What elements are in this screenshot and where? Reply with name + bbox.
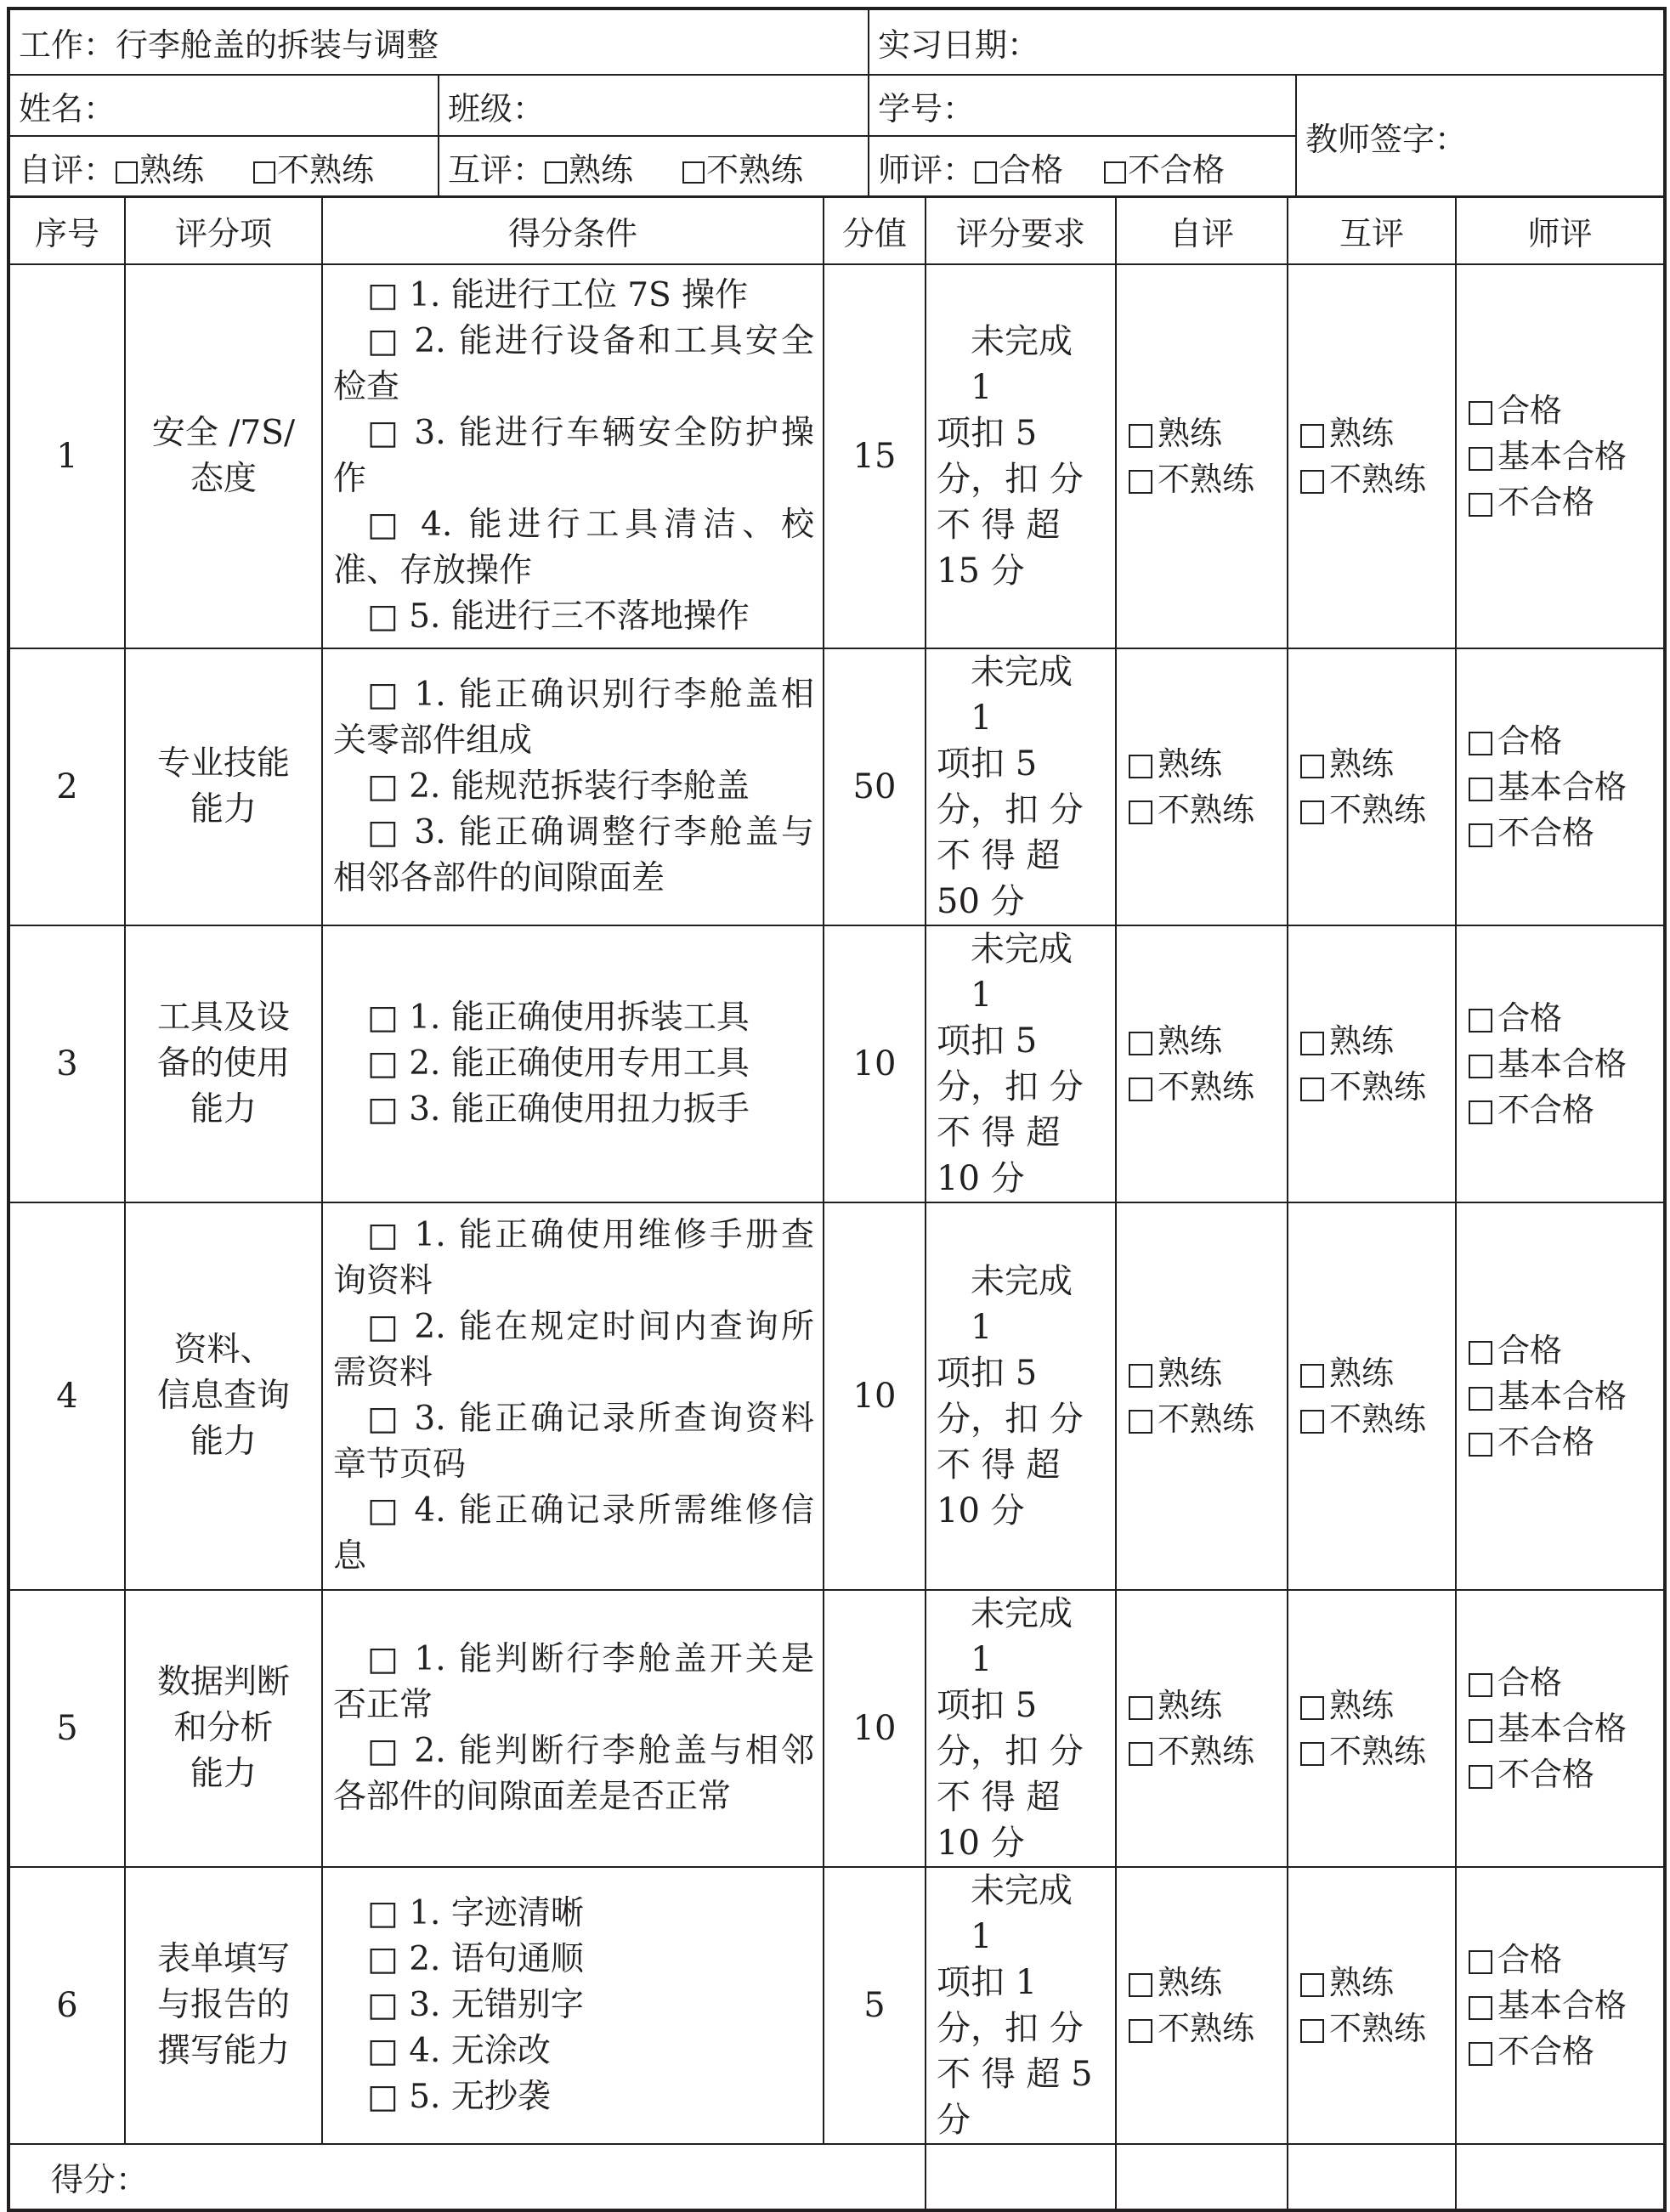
checkbox-icon[interactable] bbox=[1129, 1364, 1152, 1388]
fail-option[interactable]: 不合格 bbox=[1469, 1419, 1663, 1465]
checkbox-icon[interactable] bbox=[1129, 470, 1152, 494]
score-value: 10 bbox=[824, 1202, 926, 1590]
checkbox-icon[interactable] bbox=[1300, 1032, 1324, 1055]
skilled-option[interactable]: 熟练 bbox=[1129, 1018, 1287, 1064]
score-conditions bbox=[322, 925, 824, 1202]
checkbox-icon[interactable] bbox=[1300, 1078, 1324, 1101]
checkbox-icon[interactable] bbox=[1469, 1996, 1492, 2020]
checkbox-icon[interactable] bbox=[116, 161, 138, 184]
checkbox-icon[interactable] bbox=[1129, 1742, 1152, 1766]
skilled-option[interactable]: 熟练 bbox=[1129, 1683, 1287, 1728]
self-eval-options bbox=[1116, 1202, 1288, 1590]
score-value: 50 bbox=[824, 648, 926, 925]
unskilled-option[interactable]: 不熟练 bbox=[1129, 787, 1287, 833]
checkbox-icon[interactable] bbox=[1469, 1433, 1492, 1457]
peer-eval-skilled-option[interactable]: 熟练 bbox=[545, 144, 633, 190]
pass-option[interactable]: 合格 bbox=[1469, 1937, 1663, 1983]
condition-item[interactable]: □ 3. 能进行车辆安全防护操作 bbox=[333, 414, 814, 498]
fail-option[interactable]: 不合格 bbox=[1469, 479, 1663, 525]
table-header-row bbox=[8, 196, 1665, 264]
self-eval-cell bbox=[8, 136, 439, 197]
row-number: 2 bbox=[8, 648, 125, 925]
condition-item[interactable]: □ 3. 能正确使用扭力扳手 bbox=[367, 1090, 750, 1129]
checkbox-icon[interactable] bbox=[1469, 401, 1492, 425]
skilled-option[interactable]: 熟练 bbox=[1300, 1960, 1455, 2006]
self-eval-options bbox=[1116, 648, 1288, 925]
pass-option[interactable]: 合格 bbox=[1469, 718, 1663, 764]
name-label: 姓名： bbox=[19, 89, 116, 127]
checkbox-icon[interactable] bbox=[545, 161, 567, 184]
checkbox-icon[interactable] bbox=[1129, 2019, 1152, 2043]
teacher-eval-cell bbox=[869, 136, 1296, 197]
unskilled-option[interactable]: 不熟练 bbox=[1300, 1396, 1455, 1442]
scoring-item: 安全 /7S/ 态度 bbox=[125, 264, 322, 648]
condition-item[interactable]: □ 2. 语句通顺 bbox=[367, 1940, 584, 1978]
checkbox-icon[interactable] bbox=[1129, 1078, 1152, 1101]
peer-eval-options bbox=[1288, 1590, 1456, 1867]
checkbox-icon[interactable] bbox=[1469, 1055, 1492, 1078]
task-label: 工作： bbox=[19, 26, 116, 64]
total-score-requirement-cell bbox=[926, 2144, 1116, 2210]
basic-pass-option[interactable]: 基本合格 bbox=[1469, 1983, 1663, 2028]
skilled-option[interactable]: 熟练 bbox=[1300, 1350, 1455, 1396]
task-cell bbox=[8, 8, 869, 75]
pass-option[interactable]: 合格 bbox=[1469, 1327, 1663, 1373]
score-conditions bbox=[322, 1590, 824, 1867]
peer-eval-unskilled-option[interactable]: 不熟练 bbox=[682, 144, 803, 190]
condition-item[interactable]: □ 2. 能在规定时间内查询所需资料 bbox=[333, 1308, 814, 1392]
unskilled-option[interactable]: 不熟练 bbox=[1300, 456, 1455, 502]
col-header-conditions: 得分条件 bbox=[322, 196, 824, 264]
teacher-eval-fail-option[interactable]: 不合格 bbox=[1104, 144, 1225, 190]
unskilled-option[interactable]: 不熟练 bbox=[1129, 2006, 1287, 2051]
checkbox-icon[interactable] bbox=[975, 161, 997, 184]
checkbox-icon[interactable] bbox=[1469, 447, 1492, 471]
checkbox-icon[interactable] bbox=[1129, 1973, 1152, 1997]
scoring-item: 资料、 信息查询 能力 bbox=[125, 1202, 322, 1590]
checkbox-icon[interactable] bbox=[1300, 755, 1324, 778]
total-score-label: 得分： bbox=[8, 2144, 926, 2210]
skilled-option[interactable]: 熟练 bbox=[1300, 1683, 1455, 1728]
row-number: 3 bbox=[8, 925, 125, 1202]
header-table bbox=[7, 7, 1667, 198]
score-value: 15 bbox=[824, 264, 926, 648]
fail-option[interactable]: 不合格 bbox=[1469, 2028, 1663, 2074]
unskilled-option[interactable]: 不熟练 bbox=[1300, 2006, 1455, 2051]
condition-item[interactable]: □ 1. 能正确使用拆装工具 bbox=[367, 999, 750, 1037]
scoring-item: 工具及设 备的使用 能力 bbox=[125, 925, 322, 1202]
checkbox-icon[interactable] bbox=[1469, 732, 1492, 755]
basic-pass-option[interactable]: 基本合格 bbox=[1469, 433, 1663, 479]
checkbox-icon[interactable] bbox=[1300, 1973, 1324, 1997]
name-cell[interactable] bbox=[8, 75, 439, 136]
checkbox-icon[interactable] bbox=[1469, 778, 1492, 801]
peer-eval-options bbox=[1288, 1202, 1456, 1590]
score-requirement: 未完成 1 项扣 5 分，扣 分 不 得 超 50 分 bbox=[926, 648, 1116, 925]
checkbox-icon[interactable] bbox=[1300, 801, 1324, 824]
pass-option[interactable]: 合格 bbox=[1469, 388, 1663, 433]
unskilled-option[interactable]: 不熟练 bbox=[1129, 1396, 1287, 1442]
checkbox-icon[interactable] bbox=[1104, 161, 1126, 184]
teacher-eval-options bbox=[1456, 1590, 1665, 1867]
scoring-item: 表单填写 与报告的 撰写能力 bbox=[125, 1867, 322, 2144]
class-label: 班级： bbox=[448, 89, 546, 127]
self-eval-skilled-option[interactable]: 熟练 bbox=[116, 144, 204, 190]
condition-item[interactable]: □ 2. 能规范拆装行李舱盖 bbox=[367, 767, 750, 806]
checkbox-icon[interactable] bbox=[1300, 424, 1324, 448]
teacher-eval-options bbox=[1456, 264, 1665, 648]
row-number: 6 bbox=[8, 1867, 125, 2144]
skilled-option[interactable]: 熟练 bbox=[1129, 1960, 1287, 2006]
self-eval-options bbox=[1116, 1590, 1288, 1867]
fail-option[interactable]: 不合格 bbox=[1469, 1087, 1663, 1133]
checkbox-icon[interactable] bbox=[1469, 1719, 1492, 1743]
date-label: 实习日期： bbox=[878, 26, 1040, 64]
teacher-sign-label: 教师签字： bbox=[1305, 120, 1468, 158]
condition-item[interactable]: □ 3. 能正确调整行李舱盖与相邻各部件的间隙面差 bbox=[333, 813, 814, 897]
scoring-table bbox=[7, 195, 1667, 2212]
score-requirement: 未完成 1 项扣 5 分，扣 分 不 得 超 10 分 bbox=[926, 925, 1116, 1202]
checkbox-icon[interactable] bbox=[1129, 1410, 1152, 1434]
condition-item[interactable]: □ 4. 无涂改 bbox=[367, 2032, 551, 2070]
col-header-peer-eval: 互评 bbox=[1288, 196, 1456, 264]
checkbox-icon[interactable] bbox=[1469, 1673, 1492, 1697]
score-conditions bbox=[322, 1867, 824, 2144]
checkbox-icon[interactable] bbox=[682, 161, 705, 184]
condition-item[interactable]: □ 2. 能正确使用专用工具 bbox=[367, 1044, 750, 1083]
row-number: 5 bbox=[8, 1590, 125, 1867]
condition-item[interactable]: □ 1. 能正确使用维修手册查询资料 bbox=[333, 1216, 814, 1300]
skilled-option[interactable]: 熟练 bbox=[1300, 741, 1455, 787]
class-cell[interactable] bbox=[439, 75, 869, 136]
condition-item[interactable]: □ 5. 无抄袭 bbox=[367, 2078, 551, 2116]
checkbox-icon[interactable] bbox=[1300, 1696, 1324, 1720]
checkbox-icon[interactable] bbox=[1469, 2042, 1492, 2066]
condition-item[interactable]: □ 3. 无错别字 bbox=[367, 1986, 584, 2024]
skilled-option[interactable]: 熟练 bbox=[1300, 1018, 1455, 1064]
score-value: 10 bbox=[824, 925, 926, 1202]
checkbox-icon[interactable] bbox=[1129, 755, 1152, 778]
row-number: 4 bbox=[8, 1202, 125, 1590]
basic-pass-option[interactable]: 基本合格 bbox=[1469, 1041, 1663, 1087]
pass-option[interactable]: 合格 bbox=[1469, 995, 1663, 1041]
col-header-self-eval: 自评 bbox=[1116, 196, 1288, 264]
row-number: 1 bbox=[8, 264, 125, 648]
self-eval-options bbox=[1116, 925, 1288, 1202]
score-requirement: 未完成 1 项扣 5 分，扣 分 不 得 超 15 分 bbox=[926, 264, 1116, 648]
condition-item[interactable]: □ 1. 字迹清晰 bbox=[367, 1894, 584, 1932]
scoring-item: 专业技能 能力 bbox=[125, 648, 322, 925]
peer-eval-label: 互评： bbox=[448, 150, 546, 189]
table-row bbox=[8, 648, 1665, 925]
score-value: 5 bbox=[824, 1867, 926, 2144]
checkbox-icon[interactable] bbox=[253, 161, 275, 184]
score-requirement: 未完成 1 项扣 5 分，扣 分 不 得 超 10 分 bbox=[926, 1590, 1116, 1867]
condition-item[interactable]: □ 2. 能进行设备和工具安全检查 bbox=[333, 322, 814, 406]
fail-option[interactable]: 不合格 bbox=[1469, 1751, 1663, 1797]
checkbox-icon[interactable] bbox=[1300, 470, 1324, 494]
fail-option[interactable]: 不合格 bbox=[1469, 810, 1663, 856]
teacher-eval-options bbox=[1456, 1202, 1665, 1590]
unskilled-option[interactable]: 不熟练 bbox=[1129, 1064, 1287, 1110]
skilled-option[interactable]: 熟练 bbox=[1129, 741, 1287, 787]
total-self-eval-cell[interactable] bbox=[1116, 2144, 1288, 2210]
table-row bbox=[8, 925, 1665, 1202]
col-header-item: 评分项 bbox=[125, 196, 322, 264]
score-conditions bbox=[322, 648, 824, 925]
condition-item[interactable]: □ 1. 能正确识别行李舱盖相关零部件组成 bbox=[333, 676, 814, 760]
teacher-eval-pass-option[interactable]: 合格 bbox=[975, 144, 1063, 190]
checkbox-icon[interactable] bbox=[1129, 1696, 1152, 1720]
checkbox-icon[interactable] bbox=[1469, 1100, 1492, 1124]
condition-item[interactable]: □ 4. 能进行工具清洁、校准、存放操作 bbox=[333, 506, 814, 590]
checkbox-icon[interactable] bbox=[1469, 493, 1492, 517]
student-id-cell[interactable] bbox=[869, 75, 1296, 136]
unskilled-option[interactable]: 不熟练 bbox=[1300, 1064, 1455, 1110]
pass-option[interactable]: 合格 bbox=[1469, 1660, 1663, 1706]
total-teacher-eval-cell[interactable] bbox=[1456, 2144, 1665, 2210]
skilled-option[interactable]: 熟练 bbox=[1129, 1350, 1287, 1396]
score-conditions bbox=[322, 264, 824, 648]
teacher-eval-options bbox=[1456, 648, 1665, 925]
task-title: 行李舱盖的拆装与调整 bbox=[116, 26, 439, 64]
checkbox-icon[interactable] bbox=[1300, 2019, 1324, 2043]
peer-eval-options bbox=[1288, 264, 1456, 648]
scoring-item: 数据判断 和分析 能力 bbox=[125, 1590, 322, 1867]
condition-item[interactable]: □ 2. 能判断行李舱盖与相邻各部件的间隙面差是否正常 bbox=[333, 1732, 814, 1816]
basic-pass-option[interactable]: 基本合格 bbox=[1469, 1373, 1663, 1419]
score-value: 10 bbox=[824, 1590, 926, 1867]
skilled-option[interactable]: 熟练 bbox=[1300, 410, 1455, 456]
peer-eval-cell bbox=[439, 136, 869, 197]
peer-eval-options bbox=[1288, 925, 1456, 1202]
col-header-teacher-eval: 师评 bbox=[1456, 196, 1665, 264]
date-cell[interactable] bbox=[869, 8, 1665, 75]
basic-pass-option[interactable]: 基本合格 bbox=[1469, 764, 1663, 810]
self-eval-options bbox=[1116, 1867, 1288, 2144]
checkbox-icon[interactable] bbox=[1300, 1410, 1324, 1434]
checkbox-icon[interactable] bbox=[1469, 1950, 1492, 1974]
checkbox-icon[interactable] bbox=[1300, 1364, 1324, 1388]
table-row bbox=[8, 1867, 1665, 2144]
checkbox-icon[interactable] bbox=[1469, 1009, 1492, 1032]
checkbox-icon[interactable] bbox=[1469, 1387, 1492, 1411]
score-conditions bbox=[322, 1202, 824, 1590]
checkbox-icon[interactable] bbox=[1300, 1742, 1324, 1766]
checkbox-icon[interactable] bbox=[1469, 823, 1492, 847]
condition-item[interactable]: □ 1. 能进行工位 7S 操作 bbox=[367, 276, 749, 314]
checkbox-icon[interactable] bbox=[1129, 1032, 1152, 1055]
col-header-score: 分值 bbox=[824, 196, 926, 264]
total-peer-eval-cell[interactable] bbox=[1288, 2144, 1456, 2210]
table-row bbox=[8, 1590, 1665, 1867]
teacher-eval-label: 师评： bbox=[878, 150, 976, 189]
self-eval-options bbox=[1116, 264, 1288, 648]
peer-eval-options bbox=[1288, 1867, 1456, 2144]
score-requirement: 未完成 1 项扣 5 分，扣 分 不 得 超 10 分 bbox=[926, 1202, 1116, 1590]
total-score-row bbox=[8, 2144, 1665, 2210]
condition-item[interactable]: □ 3. 能正确记录所查询资料章节页码 bbox=[333, 1400, 814, 1484]
student-id-label: 学号： bbox=[878, 89, 976, 127]
table-row bbox=[8, 264, 1665, 648]
col-header-no: 序号 bbox=[8, 196, 125, 264]
basic-pass-option[interactable]: 基本合格 bbox=[1469, 1706, 1663, 1751]
checkbox-icon[interactable] bbox=[1129, 424, 1152, 448]
checkbox-icon[interactable] bbox=[1469, 1341, 1492, 1365]
peer-eval-options bbox=[1288, 648, 1456, 925]
condition-item[interactable]: □ 5. 能进行三不落地操作 bbox=[367, 597, 750, 636]
self-eval-unskilled-option[interactable]: 不熟练 bbox=[253, 144, 374, 190]
condition-item[interactable]: □ 4. 能正确记录所需维修信息 bbox=[333, 1491, 814, 1576]
unskilled-option[interactable]: 不熟练 bbox=[1129, 456, 1287, 502]
score-requirement: 未完成 1 项扣 1 分，扣 分 不 得 超 5 分 bbox=[926, 1867, 1116, 2144]
table-row bbox=[8, 1202, 1665, 1590]
teacher-eval-options bbox=[1456, 925, 1665, 1202]
skilled-option[interactable]: 熟练 bbox=[1129, 410, 1287, 456]
unskilled-option[interactable]: 不熟练 bbox=[1129, 1728, 1287, 1774]
checkbox-icon[interactable] bbox=[1469, 1765, 1492, 1789]
unskilled-option[interactable]: 不熟练 bbox=[1300, 1728, 1455, 1774]
unskilled-option[interactable]: 不熟练 bbox=[1300, 787, 1455, 833]
col-header-requirements: 评分要求 bbox=[926, 196, 1116, 264]
checkbox-icon[interactable] bbox=[1129, 801, 1152, 824]
self-eval-label: 自评： bbox=[19, 150, 116, 189]
teacher-sign-cell[interactable] bbox=[1296, 75, 1665, 197]
condition-item[interactable]: □ 1. 能判断行李舱盖开关是否正常 bbox=[333, 1640, 814, 1724]
teacher-eval-options bbox=[1456, 1867, 1665, 2144]
